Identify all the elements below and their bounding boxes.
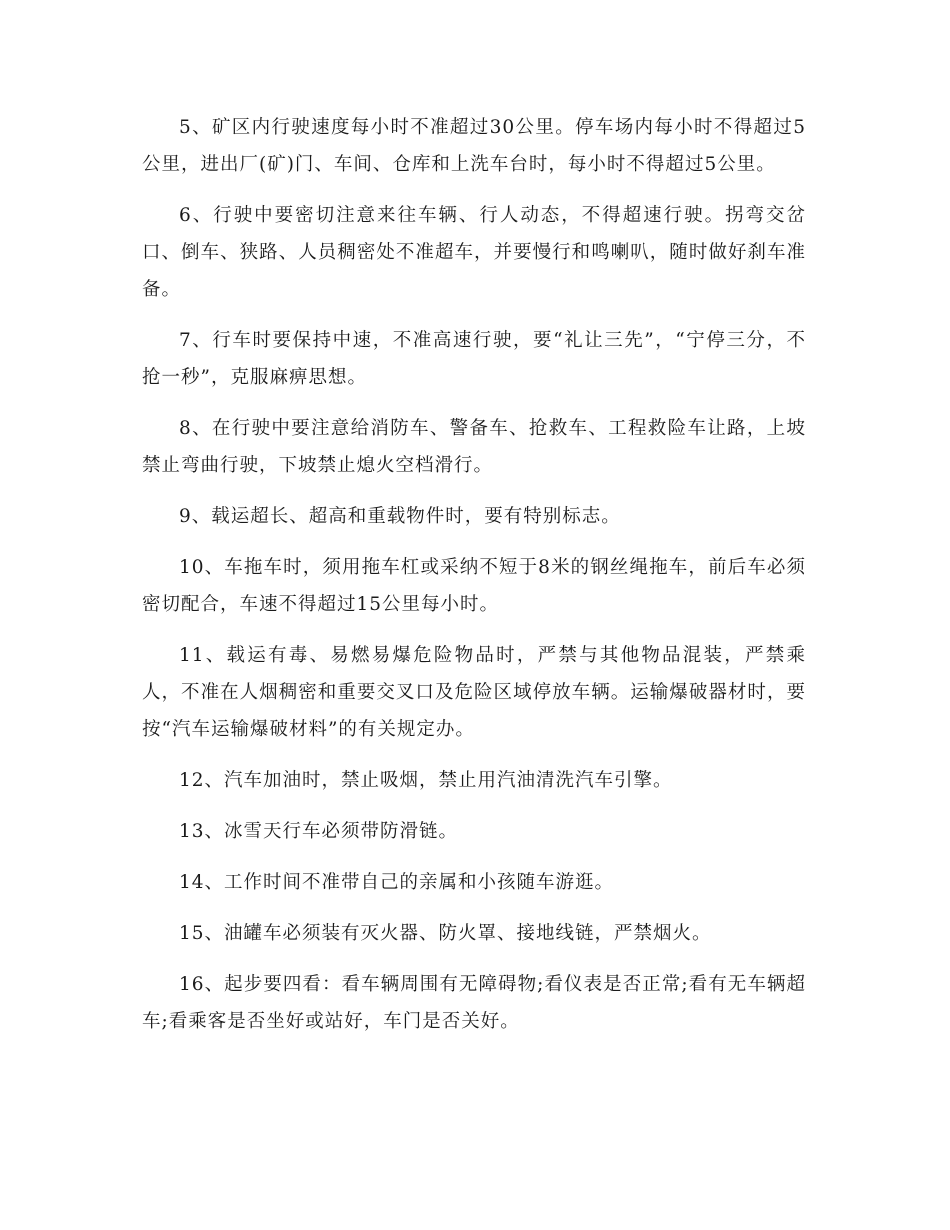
paragraph-rule-10: 10、车拖车时，须用拖车杠或采纳不短于8米的钢丝绳拖车，前后车必须密切配合，车速不得超过15公里每小时。	[142, 557, 806, 615]
paragraph-rule-12: 12、汽车加油时，禁止吸烟，禁止用汽油清洗汽车引擎。	[179, 770, 673, 791]
paragraph-rule-8: 8、在行驶中要注意给消防车、警备车、抢救车、工程救险车让路，上坡禁止弯曲行驶，下坡禁止熄火空档滑行。	[142, 418, 806, 476]
paragraph-rule-16: 16、起步要四看：看车辆周围有无障碍物;看仪表是否正常;看有无车辆超车;看乘客是否坐好或站好，车门是否关好。	[142, 974, 806, 1032]
document-body	[142, 109, 806, 1054]
paragraph-rule-5: 5、矿区内行驶速度每小时不准超过30公里。停车场内每小时不得超过5公里，进出厂(矿)门、车间、仓库和上洗车台时，每小时不得超过5公里。	[142, 117, 806, 175]
paragraph-rule-14: 14、工作时间不准带自己的亲属和小孩随车游逛。	[179, 872, 615, 893]
paragraph-rule-7: 7、行车时要保持中速，不准高速行驶，要“礼让三先”，“宁停三分，不抢一秒”，克服麻痹思想。	[142, 330, 806, 388]
paragraph-rule-11: 11、载运有毒、易燃易爆危险物品时，严禁与其他物品混装，严禁乘人，不准在人烟稠密和重要交叉口及危险区域停放车辆。运输爆破器材时，要按“汽车运输爆破材料”的有关规定办。	[142, 645, 806, 740]
paragraph-rule-15: 15、油罐车必须装有灭火器、防火罩、接地线链，严禁烟火。	[179, 923, 712, 944]
paragraph-rule-13: 13、冰雪天行车必须带防滑链。	[179, 821, 459, 842]
paragraph-rule-6: 6、行驶中要密切注意来往车辆、行人动态，不得超速行驶。拐弯交岔口、倒车、狭路、人员稠密处不准超车，并要慢行和鸣喇叭，随时做好刹车准备。	[142, 205, 806, 300]
paragraph-rule-9: 9、载运超长、超高和重载物件时，要有特别标志。	[179, 506, 621, 527]
